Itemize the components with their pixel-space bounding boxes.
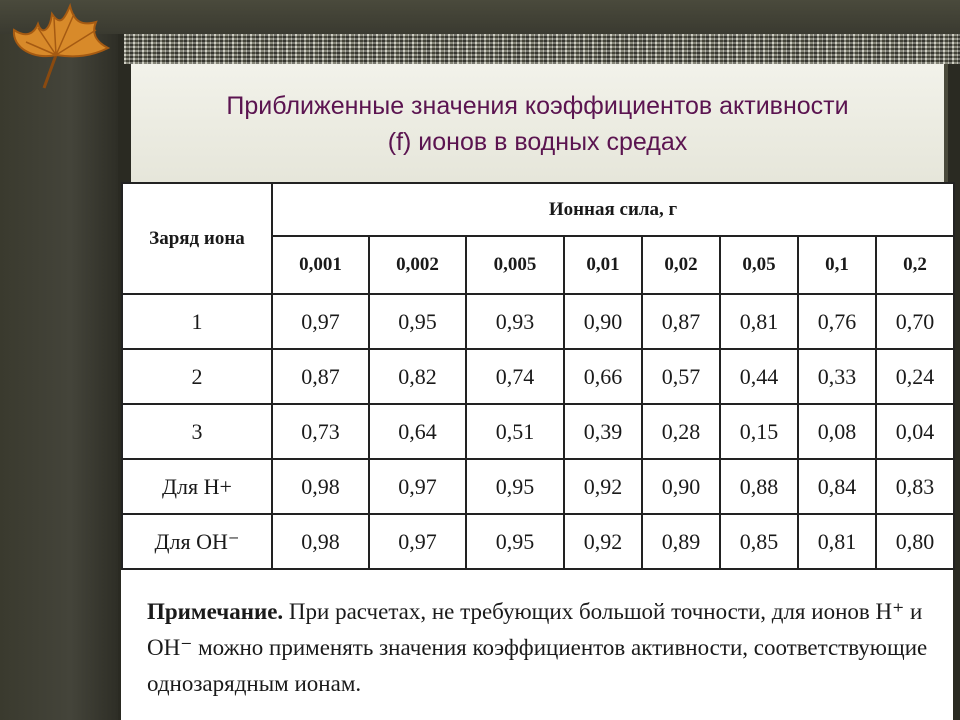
row-label: 3	[122, 404, 272, 459]
left-border-band	[0, 0, 118, 720]
table-cell: 0,97	[272, 294, 369, 349]
activity-coefficient-table	[121, 182, 955, 570]
column-header: 0,001	[272, 236, 369, 294]
table-cell: 0,74	[466, 349, 564, 404]
table-cell: 0,88	[720, 459, 798, 514]
table-cell: 0,80	[876, 514, 954, 569]
slide-title-line1: Приближенные значения коэффициентов активности	[226, 92, 849, 120]
header-ion-charge: Заряд иона	[122, 183, 272, 294]
table-cell: 0,08	[798, 404, 876, 459]
column-header: 0,05	[720, 236, 798, 294]
row-label: Для H+	[122, 459, 272, 514]
table-cell: 0,90	[564, 294, 642, 349]
table-cell: 0,92	[564, 459, 642, 514]
table-cell: 0,51	[466, 404, 564, 459]
table-header-row	[122, 183, 954, 236]
table-row	[122, 404, 954, 459]
autumn-leaf-icon	[4, 0, 114, 90]
table-cell: 0,85	[720, 514, 798, 569]
table-cell: 0,04	[876, 404, 954, 459]
table-cell: 0,57	[642, 349, 720, 404]
table-cell: 0,73	[272, 404, 369, 459]
table-cell: 0,39	[564, 404, 642, 459]
column-header: 0,1	[798, 236, 876, 294]
table-cell: 0,81	[798, 514, 876, 569]
table-cell: 0,83	[876, 459, 954, 514]
table-cell: 0,84	[798, 459, 876, 514]
table-row	[122, 514, 954, 569]
title-box	[131, 64, 948, 182]
table-cell: 0,97	[369, 514, 466, 569]
table-cell: 0,81	[720, 294, 798, 349]
table-cell: 0,76	[798, 294, 876, 349]
slide-title-line2: (f) ионов в водных средах	[387, 128, 688, 156]
table-cell: 0,89	[642, 514, 720, 569]
table-cell: 0,66	[564, 349, 642, 404]
footnote-label: Примечание.	[147, 599, 284, 624]
table-row	[122, 349, 954, 404]
row-label: Для OH⁻	[122, 514, 272, 569]
row-label: 2	[122, 349, 272, 404]
slide-title	[131, 88, 944, 160]
table-cell: 0,90	[642, 459, 720, 514]
textured-strip	[124, 34, 960, 64]
table-cell: 0,33	[798, 349, 876, 404]
row-label: 1	[122, 294, 272, 349]
column-header: 0,2	[876, 236, 954, 294]
column-header: 0,002	[369, 236, 466, 294]
table-cell: 0,95	[369, 294, 466, 349]
column-header: 0,005	[466, 236, 564, 294]
column-header: 0,01	[564, 236, 642, 294]
footnote-text: При расчетах, не требующих большой точности, для ионов H⁺ и OH⁻ можно применять значения коэффициентов активности, соответствующие однозарядным ионам.	[147, 599, 928, 696]
table-cell: 0,98	[272, 459, 369, 514]
table-cell: 0,98	[272, 514, 369, 569]
scanned-document	[121, 182, 953, 720]
table-cell: 0,70	[876, 294, 954, 349]
table-cell: 0,87	[272, 349, 369, 404]
table-cell: 0,28	[642, 404, 720, 459]
table-cell: 0,24	[876, 349, 954, 404]
footnote	[147, 594, 947, 702]
table-cell: 0,87	[642, 294, 720, 349]
table-cell: 0,64	[369, 404, 466, 459]
column-header: 0,02	[642, 236, 720, 294]
table-cell: 0,97	[369, 459, 466, 514]
header-ionic-strength: Ионная сила, г	[272, 183, 954, 236]
table-cell: 0,15	[720, 404, 798, 459]
table-cell: 0,44	[720, 349, 798, 404]
table-cell: 0,95	[466, 459, 564, 514]
top-border-band	[0, 0, 960, 34]
table-cell: 0,95	[466, 514, 564, 569]
table-cell: 0,92	[564, 514, 642, 569]
table-cell: 0,82	[369, 349, 466, 404]
table-cell: 0,93	[466, 294, 564, 349]
table-row	[122, 459, 954, 514]
table-row	[122, 294, 954, 349]
